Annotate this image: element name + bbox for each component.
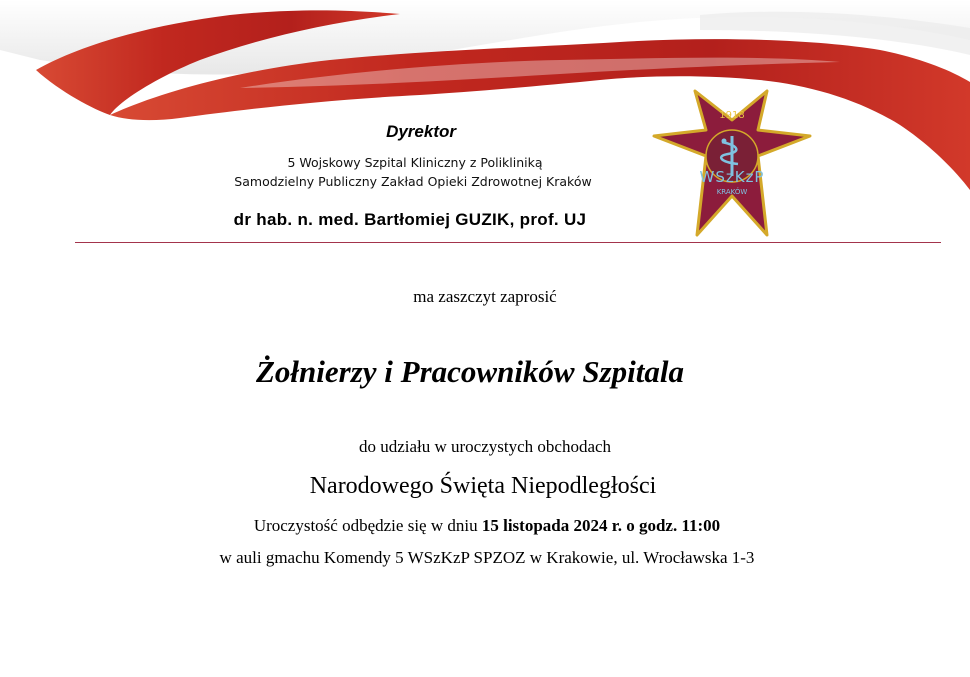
event-date-line bbox=[2, 516, 970, 536]
event-venue: w auli gmachu Komendy 5 WSzKzP SPZOZ w Krakowie, ul. Wrocławska 1-3 bbox=[219, 548, 755, 567]
event-date-time: 15 listopada 2024 r. o godz. 11:00 bbox=[481, 516, 721, 535]
letterhead bbox=[0, 0, 970, 250]
institution-line-2: Samodzielny Publiczny Zakład Opieki Zdrowotnej Kraków bbox=[234, 174, 592, 189]
date-prefix: Uroczystość odbędzie się w dniu bbox=[253, 516, 482, 535]
director-name: dr hab. n. med. Bartłomiej GUZIK, prof. UJ bbox=[233, 210, 587, 229]
institution-line-1: 5 Wojskowy Szpital Kliniczny z Polikliniką bbox=[287, 155, 543, 170]
holiday-name: Narodowego Święta Niepodległości bbox=[309, 473, 657, 499]
emblem-abbreviation: WSzKzP bbox=[699, 168, 765, 186]
director-title: Dyrektor bbox=[386, 122, 456, 141]
participation-line: do udziału w uroczystych obchodach bbox=[358, 437, 612, 456]
invitation-headline: Żołnierzy i Pracowników Szpitala bbox=[255, 354, 685, 389]
emblem-year: 1918 bbox=[719, 110, 745, 121]
invite-line: ma zaszczyt zaprosić bbox=[413, 287, 557, 306]
emblem-city: KRAKÓW bbox=[716, 188, 748, 196]
header-divider bbox=[75, 242, 941, 243]
hospital-cross-emblem bbox=[650, 88, 815, 238]
